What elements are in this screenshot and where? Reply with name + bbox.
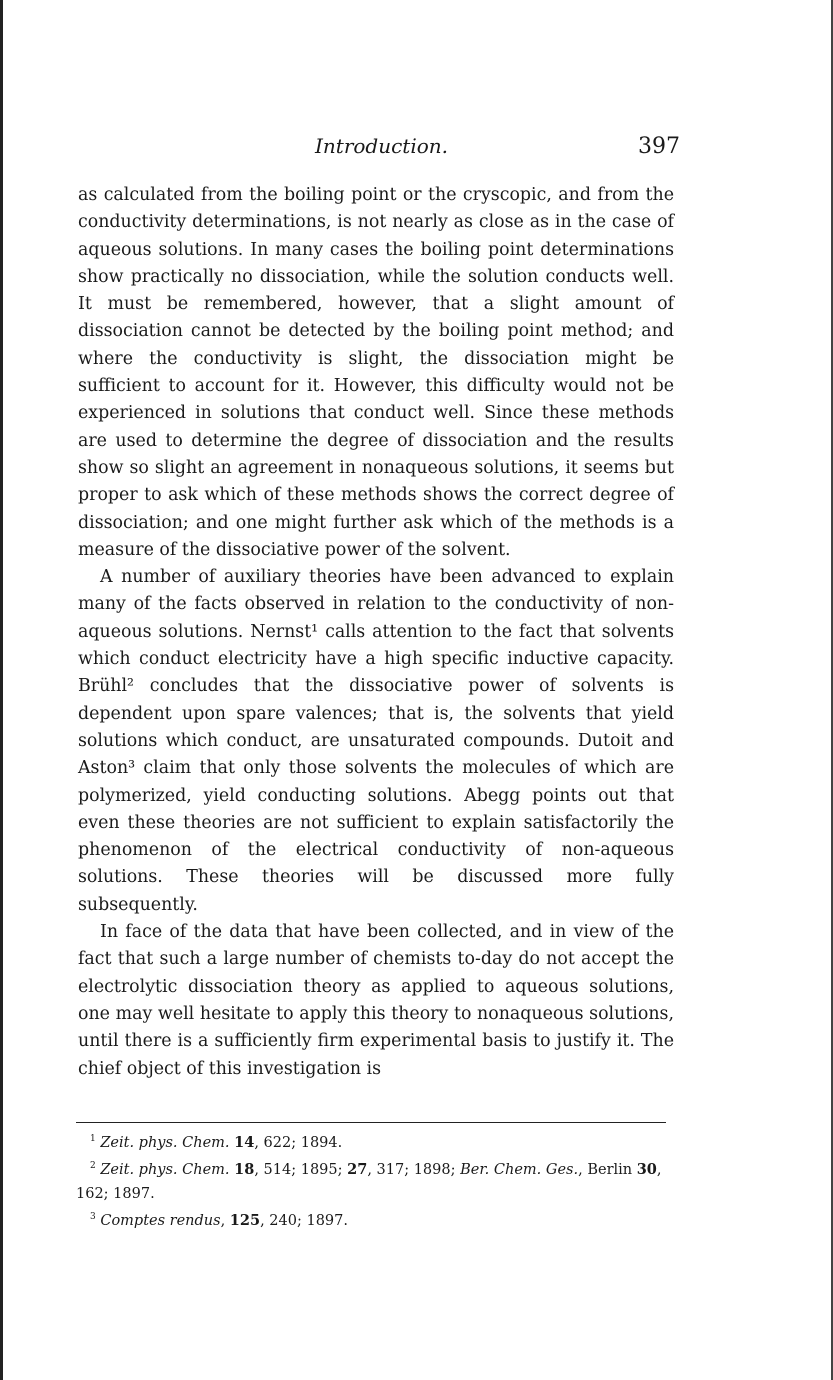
footnote-citation: , bbox=[220, 1212, 230, 1229]
footnote-mark: 1 bbox=[90, 1134, 96, 1144]
footnote-mark: 2 bbox=[90, 1161, 96, 1172]
page-header bbox=[75, 134, 680, 164]
scan-left-edge bbox=[0, 0, 3, 1380]
footnote-citation: , 514; 1895; bbox=[254, 1162, 348, 1179]
footnote-volume: 27 bbox=[347, 1161, 368, 1179]
footnote-citation: , 240; 1897. bbox=[260, 1212, 348, 1229]
footnote-journal: Zeit. phys. Chem. bbox=[100, 1134, 230, 1151]
footnote-citation: , 162; 1897. bbox=[76, 1162, 662, 1202]
paragraph-2: A number of auxiliary theories have been advanced to explain many of the facts observed in relation to the conductivity of non-aqueous solutions. Nernst¹ calls attention to the fact that solvents which conduct electricity have a high specific inductive capacity. Brühl² concludes that the dissociative power of solvents is dependent upon spare valences; that is, the solvents that yield solutions which conduct, are unsaturated compounds. Dutoit and Aston³ claim that only those solvents the molecules of which are polymerized, yield conducting solutions. Abegg points out that even these theories are not sufficient to explain satisfactorily the phenomenon of the electrical conductivity of non-aqueous solutions. These theories will be discussed more fully subsequently. bbox=[78, 567, 674, 915]
footnote-1 bbox=[76, 1128, 676, 1155]
paragraph-3: In face of the data that have been collected, and in view of the fact that such a large number of chemists to-day do not accept the electrolytic dissociation theory as applied to aqueous solutions, one may well hesitate to apply this theory to nonaqueous solutions, until there is a sufficiently firm experimental basis to justify it. The chief object of this investigation is bbox=[78, 922, 674, 1079]
paragraph-1: as calculated from the boiling point or the cryscopic, and from the conductivity determinations, is not nearly as close as in the case of aqueous solutions. In many cases the boiling point determinations show practically no dissociation, while the solution conducts well. It must be remembered, however, that a slight amount of dissociation cannot be detected by the boiling point method; and where the conductivity is slight, the dissociation might be sufficient to account for it. However, this difficulty would not be experienced in solutions that conduct well. Since these methods are used to determine the degree of dissociation and the results show so slight an agreement in nonaqueous solutions, it seems but proper to ask which of these methods shows the correct degree of dissociation; and one might further ask which of the methods is a measure of the dissociative power of the solvent. bbox=[78, 185, 674, 560]
footnote-journal: Comptes rendus bbox=[100, 1212, 221, 1229]
footnote-citation: , 317; 1898; bbox=[367, 1162, 461, 1179]
footnote-rule bbox=[76, 1122, 666, 1123]
footnote-volume: 14 bbox=[234, 1133, 255, 1151]
running-head: Introduction. bbox=[315, 134, 449, 158]
page-number: 397 bbox=[638, 134, 680, 159]
footnote-citation: , 622; 1894. bbox=[254, 1134, 343, 1151]
footnote-citation: , Berlin bbox=[578, 1162, 637, 1179]
footnote-volume: 125 bbox=[229, 1211, 261, 1229]
footnote-3 bbox=[76, 1206, 676, 1233]
body-text bbox=[78, 182, 674, 1083]
footnote-mark: 3 bbox=[90, 1212, 96, 1223]
footnotes bbox=[76, 1128, 676, 1233]
footnote-journal: Zeit. phys. Chem. bbox=[100, 1162, 230, 1179]
footnote-volume: 18 bbox=[234, 1161, 255, 1179]
footnote-volume: 30 bbox=[636, 1161, 657, 1179]
footnote-2 bbox=[76, 1155, 676, 1206]
footnote-journal: Ber. Chem. Ges. bbox=[460, 1162, 579, 1179]
